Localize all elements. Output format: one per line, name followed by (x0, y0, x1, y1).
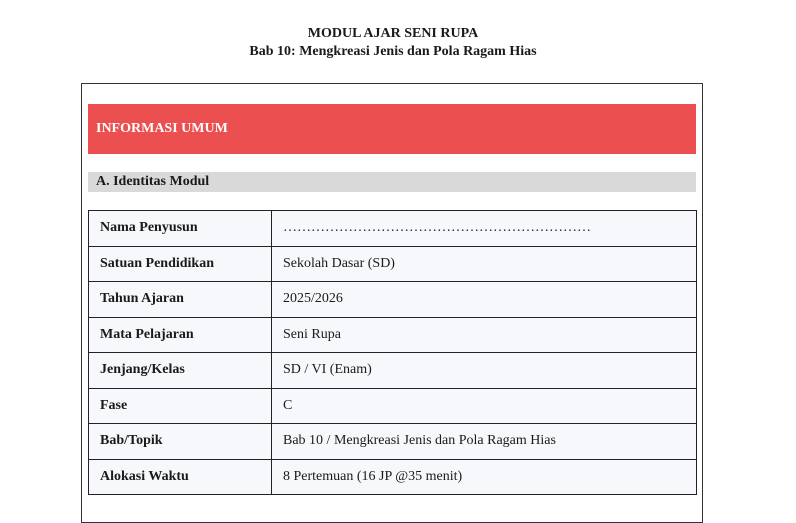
row-label: Alokasi Waktu (89, 459, 272, 495)
document-header (0, 25, 786, 61)
table-row (89, 211, 697, 247)
row-label: Jenjang/Kelas (89, 353, 272, 389)
row-value: Bab 10 / Mengkreasi Jenis dan Pola Ragam Hias (272, 424, 697, 460)
table-row (89, 424, 697, 460)
row-value: SD / VI (Enam) (272, 353, 697, 389)
row-value: 2025/2026 (272, 282, 697, 318)
table-row (89, 353, 697, 389)
document-subtitle: Bab 10: Mengkreasi Jenis dan Pola Ragam Hias (249, 44, 537, 59)
row-value: Sekolah Dasar (SD) (272, 246, 697, 282)
sub-heading: A. Identitas Modul (88, 172, 696, 192)
row-label: Tahun Ajaran (89, 282, 272, 318)
row-value: ………………………………………………………… (272, 211, 697, 247)
identity-table (88, 210, 697, 495)
table-row (89, 388, 697, 424)
section-banner: INFORMASI UMUM (88, 104, 696, 154)
row-label: Fase (89, 388, 272, 424)
table-row (89, 459, 697, 495)
row-value: Seni Rupa (272, 317, 697, 353)
row-value: C (272, 388, 697, 424)
document-title: MODUL AJAR SENI RUPA (307, 26, 479, 41)
document-frame (81, 83, 703, 523)
row-value: 8 Pertemuan (16 JP @35 menit) (272, 459, 697, 495)
table-row (89, 246, 697, 282)
row-label: Satuan Pendidikan (89, 246, 272, 282)
row-label: Bab/Topik (89, 424, 272, 460)
row-label: Mata Pelajaran (89, 317, 272, 353)
table-row (89, 282, 697, 318)
table-row (89, 317, 697, 353)
row-label: Nama Penyusun (89, 211, 272, 247)
